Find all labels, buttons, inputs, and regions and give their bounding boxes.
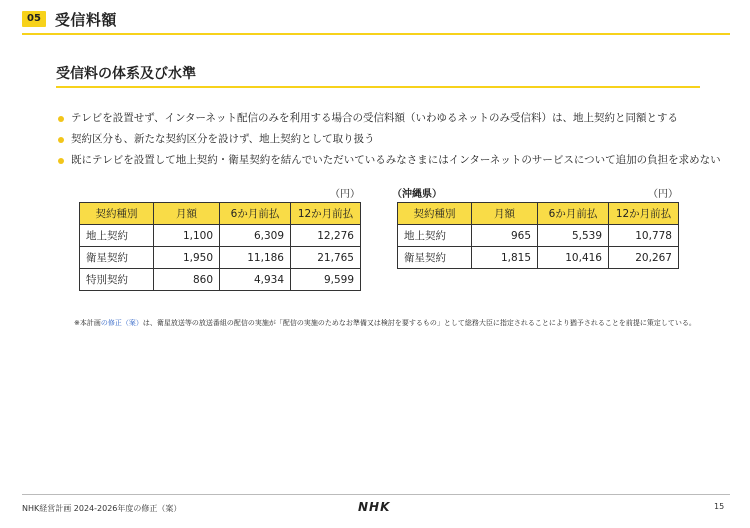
table-row — [80, 247, 361, 269]
six-month-cell: 5,539 — [538, 225, 609, 247]
column-header: 契約種別 — [398, 203, 472, 225]
bullet-item — [58, 150, 721, 171]
table-row — [80, 225, 361, 247]
column-header: 月額 — [472, 203, 538, 225]
column-header: 6か月前払 — [538, 203, 609, 225]
page-number: 15 — [714, 502, 725, 511]
twelve-month-cell: 10,778 — [609, 225, 679, 247]
okinawa-label: （沖縄県） — [392, 189, 442, 200]
contract-type-cell: 地上契約 — [398, 225, 472, 247]
table-header-row — [80, 203, 361, 225]
contract-type-cell: 地上契約 — [80, 225, 154, 247]
bullet-text: 既にテレビを設置して地上契約・衛星契約を結んでいただいているみなさまにはインターネットのサービスについて追加の負担を求めない — [71, 154, 721, 166]
column-header: 12か月前払 — [609, 203, 679, 225]
nhk-logo: NHK — [358, 500, 391, 514]
section-number-badge: 05 — [22, 11, 46, 27]
okinawa-table-unit: （円） — [648, 189, 678, 200]
bullet-item — [58, 129, 721, 150]
fee-table-national — [79, 202, 361, 291]
bullet-list — [58, 108, 721, 171]
monthly-cell: 1,100 — [154, 225, 220, 247]
six-month-cell: 4,934 — [220, 269, 291, 291]
section-header — [22, 8, 117, 30]
twelve-month-cell: 9,599 — [291, 269, 361, 291]
table-row — [80, 269, 361, 291]
column-header: 契約種別 — [80, 203, 154, 225]
monthly-cell: 860 — [154, 269, 220, 291]
table-row — [398, 225, 679, 247]
table-header-row — [398, 203, 679, 225]
bullet-dot-icon — [58, 116, 64, 122]
monthly-cell: 965 — [472, 225, 538, 247]
six-month-cell: 6,309 — [220, 225, 291, 247]
subheading: 受信料の体系及び水準 — [56, 66, 196, 82]
contract-type-cell: 衛星契約 — [80, 247, 154, 269]
subheading-divider — [56, 86, 700, 88]
bullet-item — [58, 108, 721, 129]
six-month-cell: 11,186 — [220, 247, 291, 269]
column-header: 6か月前払 — [220, 203, 291, 225]
contract-type-cell: 衛星契約 — [398, 247, 472, 269]
footnote-prefix: ※本計画 — [74, 319, 101, 327]
footnote-link[interactable]: の修正（案） — [100, 319, 143, 327]
footnote — [74, 318, 696, 328]
twelve-month-cell: 21,765 — [291, 247, 361, 269]
six-month-cell: 10,416 — [538, 247, 609, 269]
monthly-cell: 1,950 — [154, 247, 220, 269]
main-table-unit: （円） — [330, 189, 360, 200]
section-title: 受信料額 — [54, 10, 117, 29]
fee-table-okinawa — [397, 202, 679, 269]
footer-document-title: NHK経営計画 2024-2026年度の修正（案） — [22, 504, 182, 513]
table-row — [398, 247, 679, 269]
bullet-dot-icon — [58, 158, 64, 164]
footnote-text: は、衛星放送等の放送番組の配信の実施が「配信の実施のためなお準備又は検討を要するもの」として総務大臣に指定されることにより猶予されることを前提に策定している。 — [142, 319, 696, 327]
twelve-month-cell: 20,267 — [609, 247, 679, 269]
bullet-dot-icon — [58, 137, 64, 143]
contract-type-cell: 特別契約 — [80, 269, 154, 291]
column-header: 12か月前払 — [291, 203, 361, 225]
bullet-text: テレビを設置せず、インターネット配信のみを利用する場合の受信料額（いわゆるネットのみ受信料）は、地上契約と同額とする — [71, 112, 679, 124]
bullet-text: 契約区分も、新たな契約区分を設けず、地上契約として取り扱う — [71, 133, 375, 145]
header-divider — [22, 33, 730, 35]
twelve-month-cell: 12,276 — [291, 225, 361, 247]
footer-divider — [22, 494, 730, 495]
column-header: 月額 — [154, 203, 220, 225]
monthly-cell: 1,815 — [472, 247, 538, 269]
